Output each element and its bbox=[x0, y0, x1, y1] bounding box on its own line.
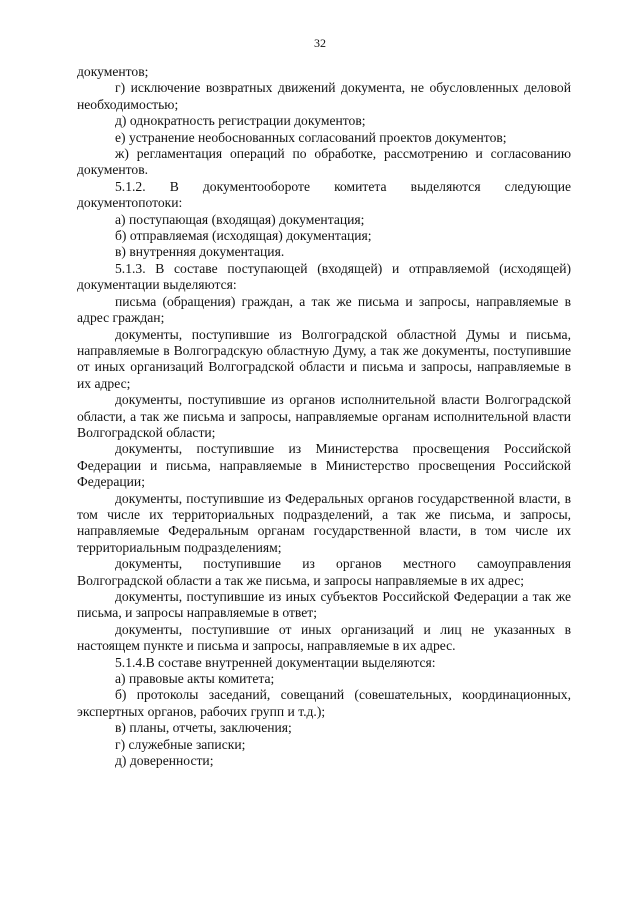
paragraph: е) устранение необоснованных согласований проектов документов; bbox=[115, 129, 507, 145]
paragraph: 5.1.4.В составе внутренней документации выделяются: bbox=[115, 654, 436, 670]
paragraph: документы, поступившие из Федеральных органов государственной власти, в том числе их территориальных подразделений, а так же письма, и запросы, направляемые Федеральным органам государственной власти, в том числе их территориальным подразделениям; bbox=[77, 490, 571, 555]
document-body bbox=[77, 64, 571, 769]
paragraph: письма (обращения) граждан, а так же письма и запросы, направляемые в адрес граждан; bbox=[77, 293, 571, 326]
paragraph: ж) регламентация операций по обработке, рассмотрению и согласованию документов. bbox=[77, 146, 571, 178]
paragraph: а) поступающая (входящая) документация; bbox=[115, 211, 365, 227]
paragraph: в) внутренняя документация. bbox=[115, 244, 285, 260]
paragraph: документы, поступившие из иных субъектов Российской Федерации а так же письма, и запросы направляемые в ответ; bbox=[77, 589, 571, 621]
paragraph: документы, поступившие из Министерства просвещения Российской Федерации и письма, направляемые в Министерство просвещения Российской Федерации; bbox=[77, 441, 571, 490]
paragraph: г) служебные записки; bbox=[115, 736, 246, 752]
paragraph: документов; bbox=[77, 64, 149, 79]
paragraph: документы, поступившие из органов исполнительной власти Волгоградской области, а так же письма и запросы, направляемые органам исполнительной власти Волгоградской области; bbox=[77, 392, 571, 440]
page-number: 32 bbox=[314, 36, 326, 50]
paragraph: документы, поступившие из органов местного самоуправления Волгоградской области а так же письма, и запросы направляемые в их адрес; bbox=[77, 556, 571, 588]
paragraph: б) отправляемая (исходящая) документация; bbox=[115, 228, 372, 244]
paragraph: г) исключение возвратных движений документа, не обусловленных деловой необходимостью; bbox=[77, 80, 571, 112]
paragraph: 5.1.2. В документообороте комитета выделяются следующие документопотоки: bbox=[77, 178, 571, 211]
paragraph: документы, поступившие от иных организаций и лиц не указанных в настоящем пункте и письма и запросы, направляемые в их адрес. bbox=[77, 621, 571, 654]
paragraph: 5.1.3. В составе поступающей (входящей) и отправляемой (исходящей) документации выделяются: bbox=[77, 260, 571, 293]
paragraph: д) однократность регистрации документов; bbox=[115, 113, 366, 129]
paragraph: документы, поступившие из Волгоградской областной Думы и письма, направляемые в Волгоградскую областную Думу, а так же документы, поступившие от иных организаций Волгоградской области и письма и запросы, направляемые в их адрес; bbox=[77, 326, 571, 391]
paragraph: а) правовые акты комитета; bbox=[115, 671, 275, 687]
paragraph: б) протоколы заседаний, совещаний (совешательных, координационных, экспертных органов, рабочих групп и т.д.); bbox=[77, 687, 571, 719]
paragraph: д) доверенности; bbox=[115, 753, 214, 769]
paragraph: в) планы, отчеты, заключения; bbox=[115, 720, 292, 736]
